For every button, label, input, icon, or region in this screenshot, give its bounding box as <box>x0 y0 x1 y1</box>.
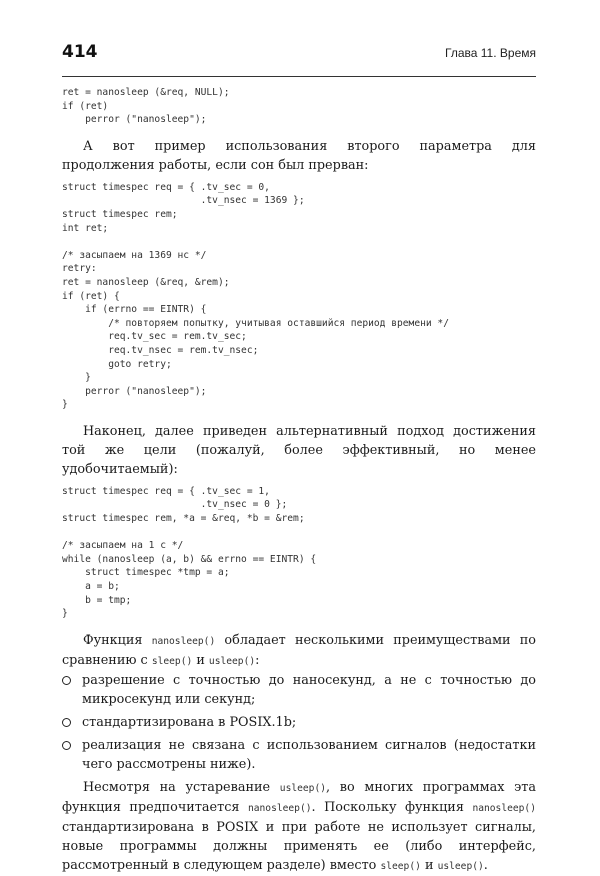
inline-code: nanosleep() <box>151 635 216 647</box>
page-content <box>62 86 536 876</box>
paragraph-2: Наконец, далее приведен альтернативный подход достижения той же цели (пожалуй, более эффективный, но менее удобочитаемый): <box>62 423 536 477</box>
bullet-circle-icon <box>62 676 71 685</box>
paragraph-1: А вот пример использования второго параметра для продолжения работы, если сон был прерван: <box>62 138 536 173</box>
code-block-1: ret = nanosleep (&req, NULL); if (ret) perror ("nanosleep"); <box>62 87 230 126</box>
inline-code: sleep() <box>380 860 421 872</box>
inline-code: sleep() <box>151 655 193 667</box>
code-block-2: struct timespec req = { .tv_sec = 0, .tv_nsec = 1369 }; struct timespec rem; int ret; /* засыпаем на 1369 нс */ retry: ret = nanosleep (&req, &rem); if (ret) { if (errno == EINTR) { /* повторяем попытку, учитывая оставшийся период времени */ req.tv_sec = rem.tv_sec; req.tv_nsec = rem.tv_nsec; goto retry; } perror ("nanosleep"); } <box>62 181 449 411</box>
list-item: стандартизирована в POSIX.1b; <box>62 713 536 732</box>
bullet-circle-icon <box>62 718 71 727</box>
advantages-list <box>62 671 536 774</box>
inline-code: usleep() <box>208 655 256 667</box>
paragraph-3: Функция nanosleep() обладает несколькими преимуществами по сравнению с sleep() и usleep(): <box>62 632 536 668</box>
chapter-title: Глава 11. Время <box>445 46 536 60</box>
inline-code: nanosleep() <box>247 802 312 814</box>
inline-code: nanosleep() <box>472 802 536 814</box>
list-item: разрешение с точностью до наносекунд, а не с точностью до микросекунд или секунд; <box>62 671 536 709</box>
paragraph-4: Несмотря на устаревание usleep(), во многих программах эта функция предпочитается nanosleep(). Поскольку функция nanosleep() стандартизирована в POSIX и при работе не использует сигналы, новые программы должны применять ее (либо интерфейс, рассмотренный в следующем разделе) вместо sleep() и usleep(). <box>62 779 537 873</box>
inline-code: usleep() <box>279 782 327 794</box>
code-block-3: struct timespec req = { .tv_sec = 1, .tv_nsec = 0 }; struct timespec rem, *a = &req, *b = &rem; /* засыпаем на 1 с */ while (nanosleep (a, b) && errno == EINTR) { struct timespec *tmp = a; a = b; b = tmp; } <box>62 485 317 620</box>
inline-code: usleep() <box>437 860 484 872</box>
page-header <box>62 42 536 77</box>
list-item: реализация не связана с использованием сигналов (недостатки чего рассмотрены ниже). <box>62 736 536 774</box>
page-number: 414 <box>62 42 98 62</box>
bullet-circle-icon <box>62 741 71 750</box>
